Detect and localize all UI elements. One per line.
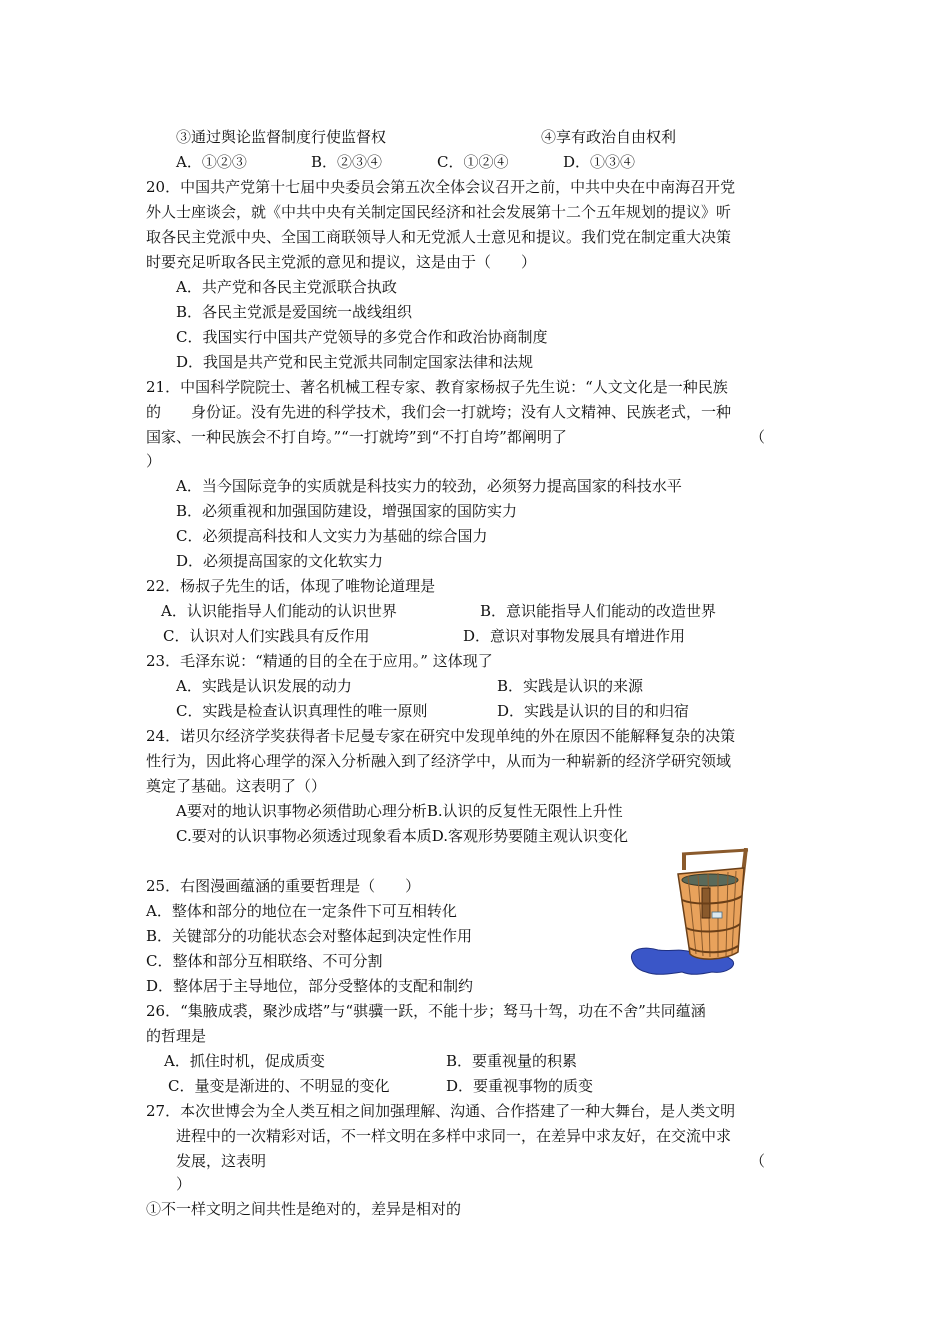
q24-stem-line-1: 24．诺贝尔经济学奖获得者卡尼曼专家在研究中发现单纯的外在原因不能解释复杂的决策 <box>146 727 736 745</box>
q25-option-d: D．整体居于主导地位，部分受整体的支配和制约 <box>146 977 474 995</box>
q19-choice-d: D．①③④ <box>563 153 636 171</box>
q25-option-a: A．整体和部分的地位在一定条件下可互相转化 <box>146 902 457 920</box>
q21-stem-line-3: 国家、一种民族会不打自垮。”“一打就垮”到“不打自垮”都阐明了 <box>146 428 567 446</box>
q26-stem-line-2: 的哲理是 <box>146 1027 207 1045</box>
q22-option-d: D．意识对事物发展具有增进作用 <box>463 627 686 645</box>
q26-option-b: B．要重视量的积累 <box>446 1052 578 1070</box>
q21-stem-line-1: 21．中国科学院院士、著名机械工程专家、教育家杨叔子先生说：“人文文化是一种民族 <box>146 378 728 396</box>
q27-paren-close: ） <box>176 1175 192 1193</box>
q19-choice-c: C．①②④ <box>437 153 509 171</box>
q27-stem-line-3: 发展，这表明 <box>176 1152 267 1170</box>
q23-option-b: B．实践是认识的来源 <box>497 677 644 695</box>
q25-option-b: B．关键部分的功能状态会对整体起到决定性作用 <box>146 927 473 945</box>
q27-stem-line-1: 27．本次世博会为全人类互相之间加强理解、沟通、合作搭建了一种大舞台，是人类文明 <box>146 1102 736 1120</box>
q22-option-b: B．意识能指导人们能动的改造世界 <box>480 602 717 620</box>
q20-option-b: B．各民主党派是爱国统一战线组织 <box>176 303 413 321</box>
q20-stem-line-3: 取各民主党派中央、全国工商联领导人和无党派人士意见和提议。我们党在制定重大决策 <box>146 228 732 246</box>
q22-stem: 22．杨叔子先生的话，体现了唯物论道理是 <box>146 577 436 595</box>
q23-stem: 23．毛泽东说：“精通的目的全在于应用。” 这体现了 <box>146 652 493 670</box>
q26-option-c: C．量变是渐进的、不明显的变化 <box>168 1077 390 1095</box>
q21-stem-line-2: 的 身份证。没有先进的科学技术，我们会一打就垮；没有人文精神、民族老式，一种 <box>146 403 732 421</box>
q26-option-d: D．要重视事物的质变 <box>446 1077 594 1095</box>
handle-bar <box>682 850 748 854</box>
q26-option-a: A．抓住时机，促成质变 <box>164 1052 325 1070</box>
bucket-water-surface <box>682 874 738 886</box>
q24-stem-line-3: 奠定了基础。这表明了（） <box>146 777 327 795</box>
q25-stem: 25．右图漫画蕴涵的重要哲理是（ ） <box>146 877 421 895</box>
q20-stem-line-1: 20．中国共产党第十七届中央委员会第五次全体会议召开之前，中共中央在中南海召开党 <box>146 178 736 196</box>
q26-stem-line-1: 26．“集腋成裘，聚沙成塔”与“骐骥一跃，不能十步；驽马十驾，功在不舍”共同蕴涵 <box>146 1002 706 1020</box>
q20-option-d: D．我国是共产党和民主党派共同制定国家法律和法规 <box>176 353 534 371</box>
q24-stem-line-2: 性行为，因此将心理学的深入分析融入到了经济学中，从而为一种崭新的经济学研究领域 <box>146 752 732 770</box>
q27-item-1: ①不一样文明之间共性是绝对的，差异是相对的 <box>146 1200 462 1218</box>
q19-choice-a: A．①②③ <box>176 153 247 171</box>
q27-stem-line-2: 进程中的一次精彩对话，不一样文明在多样中求同一，在差异中求友好，在交流中求 <box>176 1127 732 1145</box>
q21-option-c: C．必须提高科技和人文实力为基础的综合国力 <box>176 527 488 545</box>
q22-option-c: C．认识对人们实践具有反作用 <box>163 627 370 645</box>
q23-option-a: A．实践是认识发展的动力 <box>176 677 352 695</box>
q20-stem-line-4: 时要充足听取各民主党派的意见和提议，这是由于（ ） <box>146 253 537 271</box>
q20-option-c: C．我国实行中国共产党领导的多党合作和政治协商制度 <box>176 328 548 346</box>
q21-paren-close: ） <box>146 452 162 470</box>
q24-option-cd: C.要对的认识事物必须透过现象看本质D.客观形势要随主观认识变化 <box>176 827 628 845</box>
q23-option-c: C．实践是检查认识真理性的唯一原则 <box>176 702 428 720</box>
q25-option-c: C．整体和部分互相联络、不可分割 <box>146 952 383 970</box>
leaking-bucket-illustration <box>626 848 752 980</box>
q21-option-a: A．当今国际竞争的实质就是科技实力的较劲，必须努力提高国家的科技水平 <box>176 477 682 495</box>
q27-paren-open: （ <box>750 1152 766 1170</box>
q19-option-4: ④享有政治自由权利 <box>541 128 677 146</box>
q20-option-a: A．共产党和各民主党派联合执政 <box>176 278 397 296</box>
q19-option-3: ③通过舆论监督制度行使监督权 <box>176 128 387 146</box>
q21-option-b: B．必须重视和加强国防建设，增强国家的国防实力 <box>176 502 518 520</box>
q20-stem-line-2: 外人士座谈会，就《中共中央有关制定国民经济和社会发展第十二个五年规划的提议》听 <box>146 203 732 221</box>
q21-paren-open: （ <box>750 428 766 446</box>
q19-choice-b: B．②③④ <box>311 153 383 171</box>
q24-option-ab: A要对的地认识事物必须借助心理分析B.认识的反复性无限性上升性 <box>176 802 623 820</box>
q23-option-d: D．实践是认识的目的和归宿 <box>497 702 690 720</box>
q21-option-d: D．必须提高国家的文化软实力 <box>176 552 384 570</box>
q22-option-a: A．认识能指导人们能动的认识世界 <box>161 602 397 620</box>
bucket-label <box>712 912 722 918</box>
